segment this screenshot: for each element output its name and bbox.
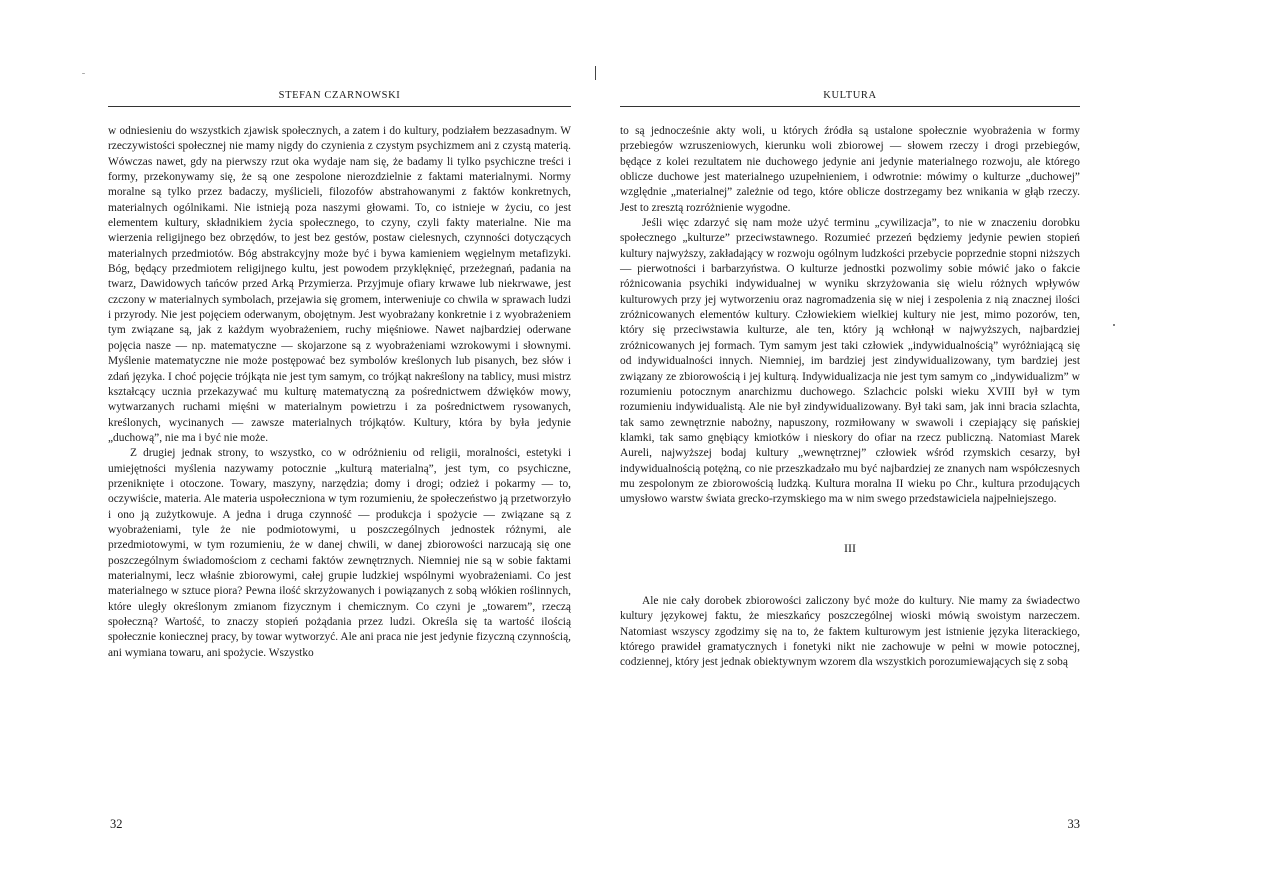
header-rule <box>108 106 571 107</box>
page-number: 32 <box>110 817 123 831</box>
paragraph: to są jednocześnie akty woli, u których źródła są ustalone społecznie wyobrażenia w formy przebiegów wzruszeniowych, kierunku woli zbiorowej — słowem rzeczy i drogi przebiegów, będące z kolei rezultatem nie duchowego jedynie ani jedynie materialnego rozwoju, ale którego oblicze duchowe jest materialnego uzupełnieniem, i odwrotnie: mówimy o kulturze „duchowej” względnie „materialnej” zależnie od tego, które oblicze dostrzegamy bez wnikania w głąb rzeczy. Jest to zresztą rozróżnienie wygodne. <box>620 125 1080 214</box>
gutter-mark <box>595 66 596 80</box>
scan-speck <box>1113 324 1115 326</box>
left-page-body <box>108 124 571 661</box>
running-head-author: STEFAN CZARNOWSKI <box>278 90 401 101</box>
header-rule <box>620 106 1080 107</box>
running-head-title: KULTURA <box>823 90 877 101</box>
right-page <box>620 0 1080 893</box>
scan-speck <box>82 73 85 74</box>
paragraph: Jeśli więc zdarzyć się nam może użyć terminu „cywilizacja”, to nie w znaczeniu dorobku społecznego „kulturze” przeciwstawnego. Rozumieć przezeń będziemy jedynie pewien stopień kultury najwyższy, zakładający w rozwoju ogólnym ludzkości przebycie poprzednie stopni niższych — pierwotności i barbarzyństwa. O kulturze jednostki pozwolimy sobie mówić jako o fakcie różnicowania psychiki indywidualnej w wyniku skrzyżowania się wielu różnych wpływów kulturowych przy jej wytworzeniu oraz nagromadzenia się w niej i zespolenia z nią znacznej ilości zróżnicowanych elementów kultury. Człowiekiem wielkiej kultury nie jest, mimo pozorów, ten, który się przeciwstawia kulturze, ale ten, który ją wchłonął w najwyższych, najbardziej zróżnicowanych jej formach. Tym samym jest taki człowiek „indywidualnością” wyróżniającą się od indywidualności innych. Niemniej, im bardziej jest zindywidualizowany, tym bardziej jest związany ze zbiorowością i jej kulturą. Indywidualizacja nie jest tym samym co „indywidualizm” w rozumieniu potocznym anarchizmu duchowego. Szlachcic polski wieku XVIII był w tym rozumieniu indywidualistą. Ale nie był zindywidualizowany. Był taki sam, jak inni bracia szlachta, tak samo zewnętrznie nabożny, napuszony, rozmiłowany w swawoli i czepiający się pańskiej klamki, tak samo gnębiący kmiotków i nieskory do ofiar na rzecz publiczną. Natomiast Marek Aureli, najwyższej bodaj kultury „wewnętrznej” człowiek wśród rzymskich cesarzy, był indywidualnością potężną, co nie przeszkadzało mu być najbardziej ze znanych nam współczesnych mu zespolonym ze zbiorowością ludzką. Kultura moralna II wieku po Chr., kultura przodujących umysłowo warstw świata grecko-rzymskiego ma w nim swego przedstawiciela najpełniejszego. <box>620 217 1080 506</box>
page-number: 33 <box>1067 817 1080 831</box>
section-heading: III <box>844 540 856 555</box>
paragraph: Ale nie cały dorobek zbiorowości zaliczony być może do kultury. Nie mamy za świadectwo kultury językowej faktu, że mieszkańcy poszczególnej wioski mówią swoistym narzeczem. Natomiast wszyscy zgodzimy się na to, że faktem kulturowym jest istnienie języka literackiego, którego prawideł gramatycznych i fonetyki nikt nie zachowuje w pełni w mowie potocznej, codziennej, który jest jednak obiektywnym wzorem dla wszystkich porozumiewających się z sobą <box>620 594 1080 669</box>
right-page-body <box>620 124 1080 671</box>
paragraph: w odniesieniu do wszystkich zjawisk społecznych, a zatem i do kultury, podziałem bezzasadnym. W rzeczywistości społecznej nie mamy nigdy do czynienia z czystym psychizmem ani z czystą materią. Wówczas nawet, gdy na pierwszy rzut oka wydaje nam się, że badamy li tylko psychiczne treści i formy, przekonywamy się, że są one zespolone nierozdzielnie z faktami materialnymi. Normy moralne są tylko przez badaczy, myślicieli, filozofów abstrahowanymi z faktów konkretnych, materialnych ogólnikami. Nie istnieją poza naszymi głowami. To, co istnieje w życiu, co jest elementem kultury, składnikiem życia społecznego, to czyny, czyli fakty materialne. Nie ma wierzenia religijnego bez obrzędów, to jest bez gestów, postaw cielesnych, czynności dotyczących materialnych przedmiotów. Bóg abstrakcyjny może być i bywa kamieniem węgielnym metafizyki. Bóg, będący przedmiotem religijnego kultu, jest powodem przyklęknięć, przeżegnań, padania na twarz, Dawidowych tańców przed Arką Przymierza. Przyjmuje ofiary krwawe lub niekrwawe, jest czczony w materialnych symbolach, przejawia się gromem, interweniuje co chwila w sprawach ludzi i przyrody. Nie jest pojęciem oderwanym, obojętnym. Jest wyobrażany konkretnie i z wyobrażeniem tym związane są, jak z każdym wyobrażeniem, ruchy mięśniowe. Nawet najbardziej oderwane pojęcia nasze — np. matematyczne — skojarzone są z wyobrażeniami wzrokowymi i słownymi. Myślenie matematyczne nie może postępować bez symbolów kreślonych lub pisanych, bez słów i zdań języka. I choć pojęcie trójkąta nie jest tym samym, co trójkąt nakreślony na tablicy, musi mistrz kształcący ucznia przekazywać mu kulturę matematyczną za pośrednictwem dźwięków mowy, wytwarzanych ruchami mięśni w materialnym powietrzu i za pośrednictwem rysowanych, kreślonych, wycinanych — zawsze materialnych trójkątów. Kultury, która by była jedynie „duchową”, nie ma i być nie może. <box>108 125 571 444</box>
left-page <box>108 0 571 893</box>
paragraph: Z drugiej jednak strony, to wszystko, co w odróżnieniu od religii, moralności, estetyki i umiejętności myślenia nazywamy potocznie „kulturą materialną”, jest tym, co psychiczne, przeniknięte i otoczone. Towary, maszyny, narzędzia; domy i drogi; odzież i pokarmy — to, oczywiście, materia. Ale materia uspołeczniona w tym rozumieniu, że społeczeństwo ją przetworzyło i ono ją zużytkowuje. A jedna i druga czynność — produkcja i spożycie — związane są z wyobrażeniami, tyle że nie podmiotowymi, u poszczególnych jednostek różnymi, ale przedmiotowymi, w tym rozumieniu, że w danej chwili, w danej zbiorowości narzucają się one poszczególnym świadomościom z cechami faktów zewnętrznych. Niemniej nie są w sobie faktami materialnymi, lecz właśnie zbiorowymi, całej grupie ludzkiej wspólnymi wyobrażeniami. Co jest materialnego w sztuce piora? Pewna ilość skrzyżowanych i powiązanych z sobą włókien roślinnych, które uległy określonym zmianom fizycznym i chemicznym. Co czyni je „towarem”, rzeczą społeczną? Wartość, to znaczy stopień pożądania przez ludzi. Określa się ta wartość ilością społecznie koniecznej pracy, by towar wytworzyć. Ale ani praca nie jest jedynie fizyczną czynnością, ani wymiana towaru, ani spożycie. Wszystko <box>108 447 571 659</box>
